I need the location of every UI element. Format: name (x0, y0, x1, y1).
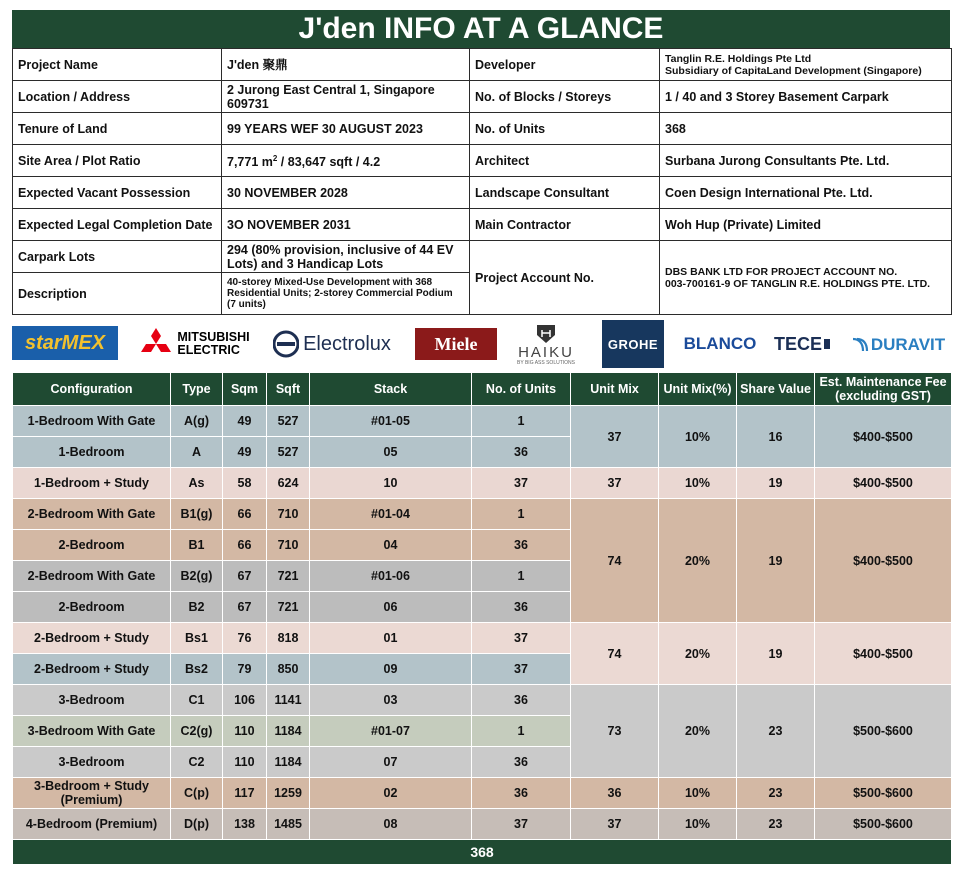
mitsubishi-diamonds-icon (138, 328, 174, 360)
cell-sqft: 721 (267, 561, 310, 592)
developer-line-1: Tanglin R.E. Holdings Pte Ltd (665, 52, 812, 65)
cell-unit-mix-pct: 20% (659, 685, 737, 778)
table-header-row (13, 373, 952, 406)
grohe-text: GROHE (607, 336, 659, 352)
blocks-label: No. of Blocks / Storeys (470, 81, 660, 113)
tece-logo (772, 330, 832, 358)
cell-stack: #01-04 (310, 499, 472, 530)
table-row (13, 468, 952, 499)
total-units: 368 (13, 840, 952, 865)
cell-stack: 01 (310, 623, 472, 654)
site-area-sqm: 7,771 m (227, 155, 273, 170)
cell-sqm: 76 (223, 623, 267, 654)
table-row (13, 778, 952, 809)
header-share-value: Share Value (737, 373, 815, 406)
blanco-logo (680, 330, 760, 358)
mitsubishi-text-1: MITSUBISHI (177, 330, 250, 344)
cell-units: 37 (472, 468, 571, 499)
contractor-value: Woh Hup (Private) Limited (660, 209, 952, 241)
cell-config: 3-Bedroom With Gate (13, 716, 171, 747)
cell-unit-mix: 36 (571, 778, 659, 809)
account-line-1: DBS BANK LTD FOR PROJECT ACCOUNT NO. (665, 265, 898, 278)
table-row (13, 499, 952, 530)
table-row (13, 809, 952, 840)
mitsubishi-logo (136, 324, 252, 364)
duravit-logo (846, 330, 950, 360)
cell-units: 37 (472, 809, 571, 840)
cell-type: A (171, 437, 223, 468)
cell-unit-mix-pct: 10% (659, 468, 737, 499)
cell-type: B1 (171, 530, 223, 561)
cell-sqft: 1485 (267, 809, 310, 840)
header-unit-mix-pct: Unit Mix(%) (659, 373, 737, 406)
grohe-logo (602, 320, 664, 368)
cell-stack: 02 (310, 778, 472, 809)
cell-sqft: 527 (267, 437, 310, 468)
cell-unit-mix-pct: 20% (659, 499, 737, 623)
cell-sqft: 818 (267, 623, 310, 654)
cell-stack: 05 (310, 437, 472, 468)
cell-config-line-2: (Premium) (60, 793, 123, 807)
cell-units: 37 (472, 623, 571, 654)
cell-sqm: 110 (223, 716, 267, 747)
cell-config: 1-Bedroom With Gate (13, 406, 171, 437)
cell-units: 1 (472, 561, 571, 592)
cell-units: 36 (472, 437, 571, 468)
cell-share-value: 23 (737, 685, 815, 778)
cell-unit-mix: 37 (571, 406, 659, 468)
electrolux-mark-icon (273, 330, 299, 358)
cell-maintenance-fee: $400-$500 (815, 468, 952, 499)
cell-config: 1-Bedroom (13, 437, 171, 468)
cell-type: A(g) (171, 406, 223, 437)
cell-share-value: 19 (737, 468, 815, 499)
cell-units: 1 (472, 499, 571, 530)
vacant-possession-label: Expected Vacant Possession (13, 177, 222, 209)
cell-units: 36 (472, 778, 571, 809)
cell-stack: #01-06 (310, 561, 472, 592)
cell-share-value: 16 (737, 406, 815, 468)
cell-sqft: 527 (267, 406, 310, 437)
blanco-text: BLANCO (683, 334, 757, 353)
cell-sqft: 721 (267, 592, 310, 623)
cell-type: C1 (171, 685, 223, 716)
cell-unit-mix: 74 (571, 623, 659, 685)
legal-completion-label: Expected Legal Completion Date (13, 209, 222, 241)
cell-stack: 10 (310, 468, 472, 499)
header-unit-mix: Unit Mix (571, 373, 659, 406)
site-area-label: Site Area / Plot Ratio (13, 145, 222, 177)
units-label: No. of Units (470, 113, 660, 145)
haiku-shield-icon (534, 323, 558, 345)
cell-sqm: 66 (223, 530, 267, 561)
cell-unit-mix: 37 (571, 809, 659, 840)
location-value: 2 Jurong East Central 1, Singapore 609731 (222, 81, 470, 113)
header-maint-line-1: Est. Maintenance Fee (819, 375, 947, 389)
header-configuration: Configuration (13, 373, 171, 406)
header-maint-line-2: (excluding GST) (835, 389, 931, 403)
landscape-label: Landscape Consultant (470, 177, 660, 209)
cell-config: 4-Bedroom (Premium) (13, 809, 171, 840)
cell-type: C2 (171, 747, 223, 778)
cell-unit-mix-pct: 10% (659, 809, 737, 840)
cell-sqft: 710 (267, 499, 310, 530)
cell-config-line-1: 3-Bedroom + Study (34, 779, 149, 793)
miele-logo (415, 328, 497, 360)
cell-stack: #01-05 (310, 406, 472, 437)
cell-maintenance-fee: $500-$600 (815, 809, 952, 840)
account-line-2: 003-700161-9 OF TANGLIN R.E. HOLDINGS PTE. LTD. (665, 277, 931, 290)
architect-value: Surbana Jurong Consultants Pte. Ltd. (660, 145, 952, 177)
cell-unit-mix-pct: 10% (659, 406, 737, 468)
cell-type: Bs2 (171, 654, 223, 685)
cell-type: B2(g) (171, 561, 223, 592)
vacant-possession-value: 30 NOVEMBER 2028 (222, 177, 470, 209)
cell-sqft: 850 (267, 654, 310, 685)
cell-units: 36 (472, 530, 571, 561)
description-value: 40-storey Mixed-Use Development with 368 Residential Units; 2-storey Commercial Podium (7 units) (222, 273, 470, 315)
cell-stack: #01-07 (310, 716, 472, 747)
cell-type: B2 (171, 592, 223, 623)
cell-units: 36 (472, 685, 571, 716)
header-no-units: No. of Units (472, 373, 571, 406)
developer-value (660, 49, 952, 81)
cell-unit-mix: 73 (571, 685, 659, 778)
cell-sqm: 49 (223, 406, 267, 437)
cell-share-value: 23 (737, 778, 815, 809)
haiku-subtext: BY BIG ASS SOLUTIONS (517, 359, 575, 366)
cell-sqm: 66 (223, 499, 267, 530)
cell-sqm: 58 (223, 468, 267, 499)
page-title: J'den INFO AT A GLANCE (12, 10, 950, 48)
cell-stack: 07 (310, 747, 472, 778)
header-sqm: Sqm (223, 373, 267, 406)
cell-maintenance-fee: $400-$500 (815, 499, 952, 623)
cell-sqm: 117 (223, 778, 267, 809)
cell-units: 36 (472, 592, 571, 623)
cell-config (13, 778, 171, 809)
cell-sqm: 67 (223, 561, 267, 592)
architect-label: Architect (470, 145, 660, 177)
developer-line-2: Subsidiary of CapitaLand Development (Singapore) (665, 64, 922, 77)
cell-maintenance-fee: $500-$600 (815, 685, 952, 778)
developer-label: Developer (470, 49, 660, 81)
electrolux-logo (267, 326, 397, 362)
cell-sqm: 138 (223, 809, 267, 840)
account-label: Project Account No. (470, 241, 660, 315)
landscape-value: Coen Design International Pte. Ltd. (660, 177, 952, 209)
cell-share-value: 19 (737, 499, 815, 623)
table-row (13, 623, 952, 654)
cell-stack: 04 (310, 530, 472, 561)
table-row (13, 685, 952, 716)
cell-unit-mix-pct: 10% (659, 778, 737, 809)
site-area-rest: / 83,647 sqft / 4.2 (277, 155, 381, 170)
cell-stack: 06 (310, 592, 472, 623)
header-stack: Stack (310, 373, 472, 406)
carpark-value: 294 (80% provision, inclusive of 44 EV Lots) and 3 Handicap Lots (222, 241, 470, 273)
contractor-label: Main Contractor (470, 209, 660, 241)
cell-config: 2-Bedroom (13, 530, 171, 561)
carpark-label: Carpark Lots (13, 241, 222, 273)
header-type: Type (171, 373, 223, 406)
cell-config: 2-Bedroom + Study (13, 654, 171, 685)
cell-share-value: 23 (737, 809, 815, 840)
unit-mix-table (12, 372, 952, 865)
cell-units: 1 (472, 716, 571, 747)
mitsubishi-text-2: ELECTRIC (177, 343, 240, 357)
miele-text: Miele (434, 333, 478, 354)
duravit-wave-icon (851, 335, 871, 355)
tenure-label: Tenure of Land (13, 113, 222, 145)
site-area-value (222, 145, 470, 177)
cell-units: 36 (472, 747, 571, 778)
cell-sqm: 106 (223, 685, 267, 716)
cell-config: 2-Bedroom + Study (13, 623, 171, 654)
cell-type: B1(g) (171, 499, 223, 530)
cell-maintenance-fee: $400-$500 (815, 406, 952, 468)
header-sqft: Sqft (267, 373, 310, 406)
tece-mark-icon (824, 339, 830, 349)
legal-completion-value: 3O NOVEMBER 2031 (222, 209, 470, 241)
cell-sqft: 1259 (267, 778, 310, 809)
cell-sqm: 67 (223, 592, 267, 623)
cell-units: 1 (472, 406, 571, 437)
cell-stack: 09 (310, 654, 472, 685)
cell-config: 2-Bedroom With Gate (13, 499, 171, 530)
cell-type: As (171, 468, 223, 499)
total-row (13, 840, 952, 865)
project-name-label: Project Name (13, 49, 222, 81)
cell-sqft: 624 (267, 468, 310, 499)
cell-sqft: 1141 (267, 685, 310, 716)
tece-text: TECE (773, 333, 822, 354)
account-value (660, 241, 952, 315)
cell-units: 37 (472, 654, 571, 685)
blocks-value: 1 / 40 and 3 Storey Basement Carpark (660, 81, 952, 113)
table-row (13, 406, 952, 437)
cell-type: Bs1 (171, 623, 223, 654)
haiku-text: HAIKU (518, 343, 574, 361)
cell-unit-mix: 37 (571, 468, 659, 499)
cell-sqft: 710 (267, 530, 310, 561)
description-label: Description (13, 273, 222, 315)
project-name-value: J'den 聚鼎 (222, 49, 470, 81)
cell-sqft: 1184 (267, 747, 310, 778)
project-info-table (12, 48, 952, 315)
site-area-sup: 2 (272, 153, 278, 163)
cell-config: 3-Bedroom (13, 685, 171, 716)
starmex-text: starMEX (24, 331, 106, 354)
cell-config: 2-Bedroom (13, 592, 171, 623)
cell-sqm: 49 (223, 437, 267, 468)
cell-config: 2-Bedroom With Gate (13, 561, 171, 592)
units-value: 368 (660, 113, 952, 145)
haiku-logo (502, 318, 590, 370)
tenure-value: 99 YEARS WEF 30 AUGUST 2023 (222, 113, 470, 145)
cell-type: D(p) (171, 809, 223, 840)
cell-sqm: 110 (223, 747, 267, 778)
cell-maintenance-fee: $400-$500 (815, 623, 952, 685)
cell-type: C(p) (171, 778, 223, 809)
header-maintenance-fee (815, 373, 952, 406)
cell-stack: 08 (310, 809, 472, 840)
cell-sqft: 1184 (267, 716, 310, 747)
duravit-text: DURAVIT (870, 335, 946, 354)
cell-type: C2(g) (171, 716, 223, 747)
cell-unit-mix-pct: 20% (659, 623, 737, 685)
cell-config: 3-Bedroom (13, 747, 171, 778)
cell-share-value: 19 (737, 623, 815, 685)
location-label: Location / Address (13, 81, 222, 113)
cell-config: 1-Bedroom + Study (13, 468, 171, 499)
starmex-logo (12, 326, 118, 360)
electrolux-text: Electrolux (303, 332, 391, 355)
cell-sqm: 79 (223, 654, 267, 685)
cell-stack: 03 (310, 685, 472, 716)
cell-unit-mix: 74 (571, 499, 659, 623)
cell-maintenance-fee: $500-$600 (815, 778, 952, 809)
brand-logos (12, 318, 950, 370)
